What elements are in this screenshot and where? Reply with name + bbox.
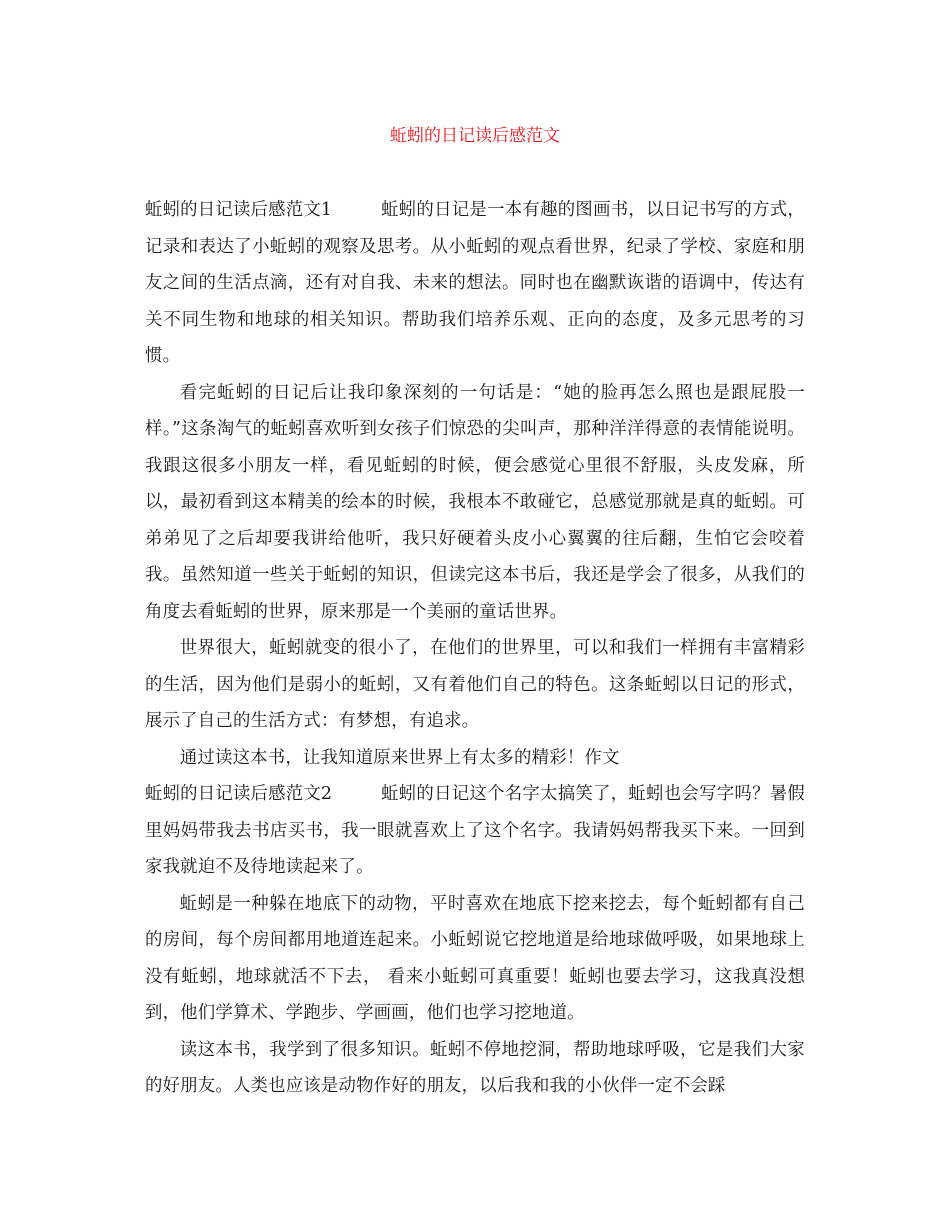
essay1-intro-text: 蚯蚓的日记是一本有趣的图画书，以日记书写的方式，记录和表达了小蚯蚓的观察及思考。从小蚯蚓的观点看世界，纪录了学校、家庭和朋友之间的生活点滴，还有对自我、未来的想法。同时也在幽默诙谐的语调中，传达有关不同生物和地球的相关知识。帮助我们培养乐观、正向的态度，及多元思考的习惯。 (145, 200, 805, 366)
essay1-intro-paragraph (145, 192, 805, 375)
essay2-intro-text: 蚯蚓的日记这个名字太搞笑了，蚯蚓也会写字吗？暑假里妈妈带我去书店买书，我一眼就喜欢上了这个名字。我请妈妈帮我买下来。一回到家我就迫不及待地读起来了。 (145, 784, 805, 877)
essay1-label: 蚯蚓的日记读后感范文1 (145, 200, 333, 220)
essay2-paragraph: 读这本书，我学到了很多知识。蚯蚓不停地挖洞，帮助地球呼吸，它是我们大家的好朋友。人类也应该是动物作好的朋友，以后我和我的小伙伴一定不会踩 (145, 1039, 805, 1096)
document-title: 蚯蚓的日记读后感范文 (390, 126, 560, 146)
essay1-paragraph: 通过读这本书，让我知道原来世界上有太多的精彩！作文 (179, 747, 620, 768)
essay2-paragraph: 蚯蚓是一种躲在地底下的动物，平时喜欢在地底下挖来挖去，每个蚯蚓都有自己的房间，每个房间都用地道连起来。小蚯蚓说它挖地道是给地球做呼吸，如果地球上没有蚯蚓，地球就活不下去， 看来小蚯蚓可真重要！蚯蚓也要去学习，这我真没想到，他们学算术、学跑步、学画画，他们也学习挖地道。 (145, 893, 805, 1023)
document-body (145, 192, 805, 1105)
essay2-label: 蚯蚓的日记读后感范文2 (145, 784, 333, 804)
essay1-paragraph: 看完蚯蚓的日记后让我印象深刻的一句话是：“她的脸再怎么照也是跟屁股一样。”这条淘气的蚯蚓喜欢听到女孩子们惊恐的尖叫声，那种洋洋得意的表情能说明。我跟这很多小朋友一样，看见蚯蚓的时候，便会感觉心里很不舒服，头皮发麻，所以，最初看到这本精美的绘本的时候，我根本不敢碰它，总感觉那就是真的蚯蚓。可弟弟见了之后却要我讲给他听，我只好硬着头皮小心翼翼的往后翻，生怕它会咬着我。虽然知道一些关于蚯蚓的知识，但读完这本书后，我还是学会了很多，从我们的角度去看蚯蚓的世界，原来那是一个美丽的童话世界。 (145, 382, 805, 622)
essay1-paragraph: 世界很大，蚯蚓就变的很小了，在他们的世界里，可以和我们一样拥有丰富精彩的生活，因为他们是弱小的蚯蚓，又有着他们自己的特色。这条蚯蚓以日记的形式，展示了自己的生活方式：有梦想，有追求。 (145, 638, 805, 731)
essay2-intro-paragraph (145, 776, 805, 886)
